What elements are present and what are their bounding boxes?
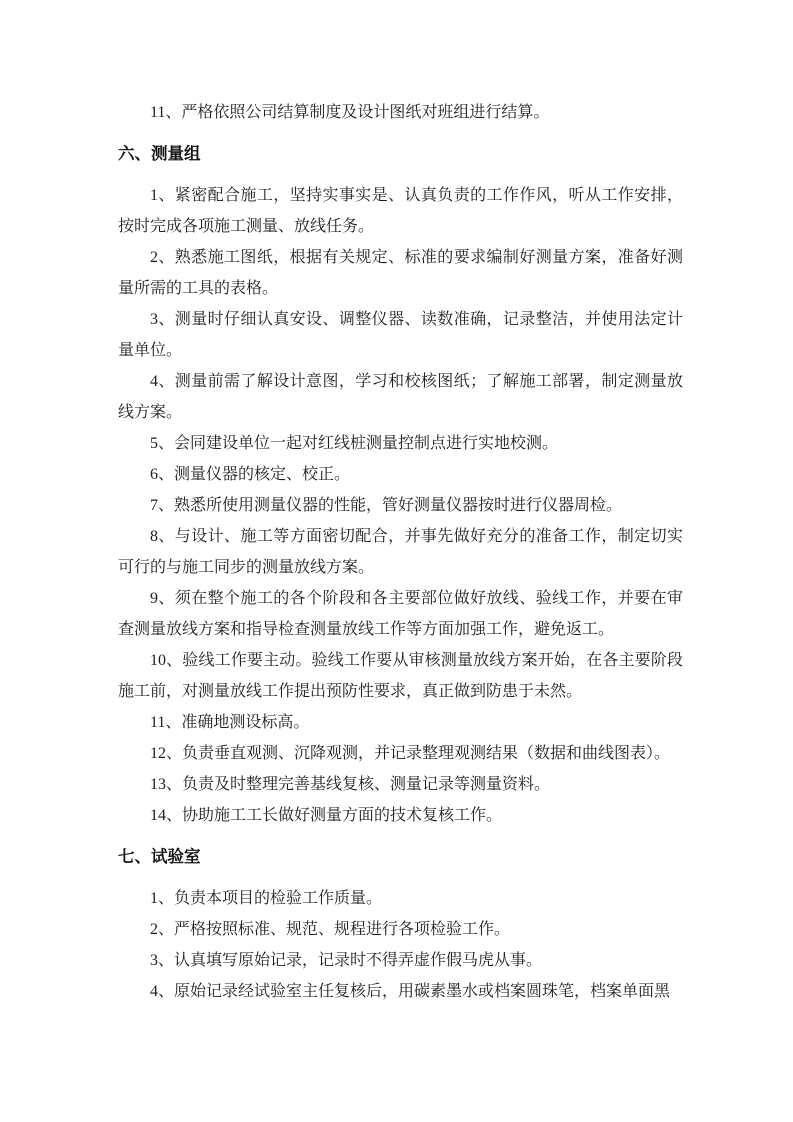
paragraph-list-item: 1、紧密配合施工，坚持实事实是、认真负责的工作作风，听从工作安排，按时完成各项施工测量、放线任务。 — [118, 187, 683, 235]
paragraph-list-item: 4、测量前需了解设计意图，学习和校核图纸；了解施工部署，制定测量放线方案。 — [118, 373, 683, 421]
paragraph-list-item: 14、协助施工工长做好测量方面的技术复核工作。 — [150, 807, 503, 824]
paragraph-list-item: 12、负责垂直观测、沉降观测，并记录整理观测结果（数据和曲线图表）。 — [150, 745, 671, 762]
paragraph-list-item: 4、原始记录经试验室主任复核后，用碳素墨水或档案圆珠笔，档案单面黑 — [150, 983, 671, 1000]
paragraph-list-item: 8、与设计、施工等方面密切配合，并事先做好充分的准备工作，制定切实可行的与施工同步的测量放线方案。 — [118, 528, 683, 576]
section-heading: 七、试验室 — [118, 847, 201, 866]
paragraph-list-item: 3、测量时仔细认真安设、调整仪器、读数准确，记录整洁，并使用法定计量单位。 — [118, 311, 683, 359]
paragraph-list-item: 6、测量仪器的核定、校正。 — [150, 466, 351, 483]
paragraph-list-item: 9、须在整个施工的各个阶段和各主要部位做好放线、验线工作，并要在审查测量放线方案和指导检查测量放线工作等方面加强工作，避免返工。 — [118, 590, 683, 638]
paragraph-list-item: 7、熟悉所使用测量仪器的性能，管好测量仪器按时进行仪器周检。 — [150, 497, 623, 514]
paragraph-list-item: 5、会同建设单位一起对红线桩测量控制点进行实地校测。 — [150, 435, 559, 452]
paragraph-list-item: 13、负责及时整理完善基线复核、测量记录等测量资料。 — [150, 776, 551, 793]
paragraph-list-item: 10、验线工作要主动。验线工作要从审核测量放线方案开始，在各主要阶段施工前，对测量放线工作提出预防性要求，真正做到防患于未然。 — [118, 652, 683, 700]
document-sections — [118, 138, 683, 1007]
paragraph-list-item: 2、严格按照标准、规范、规程进行各项检验工作。 — [150, 921, 511, 938]
paragraph-leading-item: 11、严格依照公司结算制度及设计图纸对班组进行结算。 — [150, 104, 550, 121]
paragraph-list-item: 2、熟悉施工图纸，根据有关规定、标准的要求编制好测量方案，准备好测量所需的工具的表格。 — [118, 249, 683, 297]
section-heading: 六、测量组 — [118, 144, 201, 163]
paragraph-list-item: 3、认真填写原始记录，记录时不得弄虚作假马虎从事。 — [150, 952, 543, 969]
paragraph-list-item: 11、准确地测设标高。 — [150, 714, 310, 731]
paragraph-list-item: 1、负责本项目的检验工作质量。 — [150, 890, 383, 907]
